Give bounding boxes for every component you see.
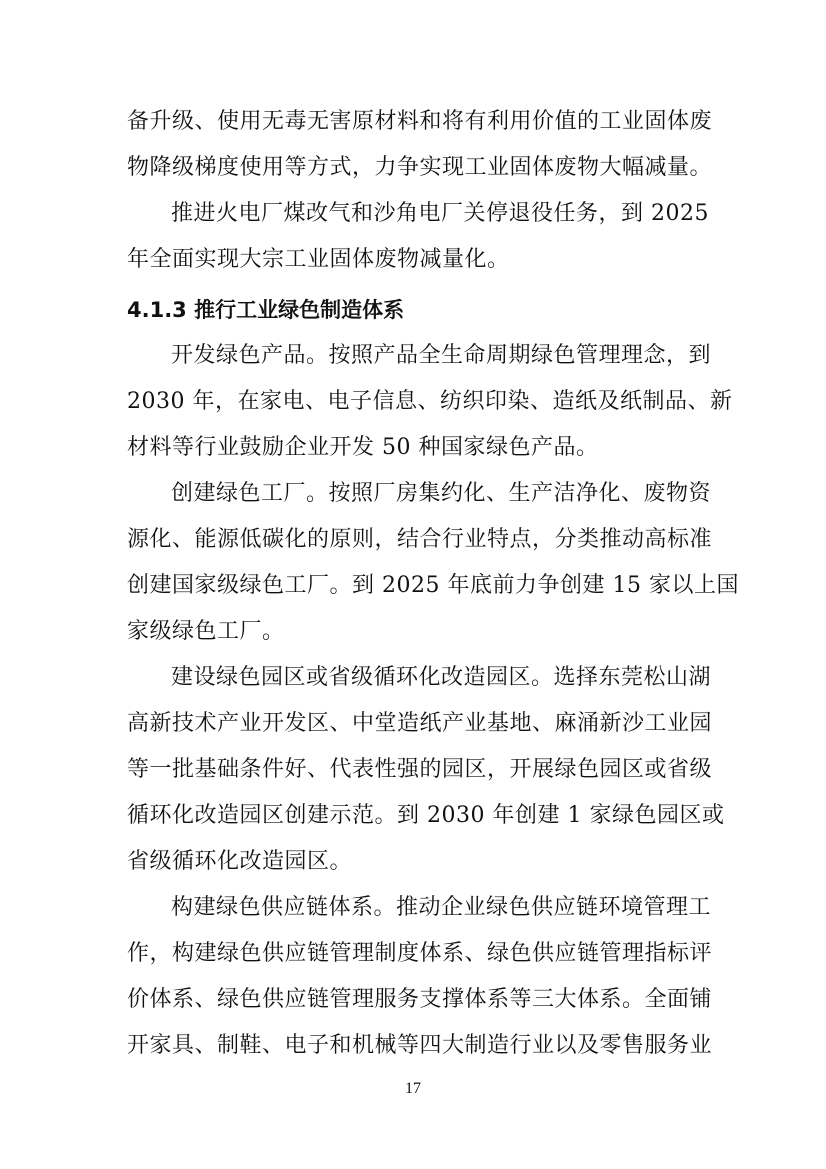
text-line: 备升级、使用无毒无害原材料和将有利用价值的工业固体废 <box>127 109 713 134</box>
section-heading: 4.1.3 推行工业绿色制造体系 <box>127 298 405 322</box>
text-line: 源化、能源低碳化的原则，结合行业特点，分类推动高标准 <box>127 527 713 552</box>
text-line: 材料等行业鼓励企业开发 50 种国家绿色产品。 <box>127 435 599 460</box>
paragraph-continuation <box>127 99 713 191</box>
text-line: 2030 年，在家电、电子信息、纺织印染、造纸及纸制品、新 <box>127 389 733 414</box>
paragraph-power-plant <box>127 191 709 283</box>
text-line: 作，构建绿色供应链管理制度体系、绿色供应链管理指标评 <box>127 941 713 966</box>
text-line: 开家具、制鞋、电子和机械等四大制造行业以及零售服务业 <box>127 1033 713 1058</box>
paragraph-green-products <box>127 333 733 471</box>
text-line: 循环化改造园区创建示范。到 2030 年创建 1 家绿色园区或 <box>127 803 725 828</box>
text-line: 创建国家级绿色工厂。到 2025 年底前力争创建 15 家以上国 <box>127 573 739 598</box>
text-line: 开发绿色产品。按照产品全生命周期绿色管理理念，到 <box>171 343 712 368</box>
text-line: 物降级梯度使用等方式，力争实现工业固体废物大幅减量。 <box>127 155 713 180</box>
text-line: 家级绿色工厂。 <box>127 619 285 644</box>
text-line: 推进火电厂煤改气和沙角电厂关停退役任务，到 2025 <box>171 201 709 226</box>
text-line: 高新技术产业开发区、中堂造纸产业基地、麻涌新沙工业园 <box>127 711 713 736</box>
paragraph-green-factory <box>127 471 739 655</box>
paragraph-green-park <box>127 655 725 885</box>
text-line: 创建绿色工厂。按照厂房集约化、生产洁净化、废物资 <box>171 481 712 506</box>
text-line: 构建绿色供应链体系。推动企业绿色供应链环境管理工 <box>171 895 712 920</box>
text-line: 价体系、绿色供应链管理服务支撑体系等三大体系。全面铺 <box>127 987 713 1012</box>
text-line: 年全面实现大宗工业固体废物减量化。 <box>127 247 510 272</box>
text-line: 建设绿色园区或省级循环化改造园区。选择东莞松山湖 <box>171 665 712 690</box>
paragraph-green-supply-chain <box>127 885 713 1069</box>
text-line: 省级循环化改造园区。 <box>127 849 353 874</box>
page-body <box>127 99 739 1069</box>
page-number: 17 <box>405 1080 421 1097</box>
text-line: 等一批基础条件好、代表性强的园区，开展绿色园区或省级 <box>127 757 713 782</box>
